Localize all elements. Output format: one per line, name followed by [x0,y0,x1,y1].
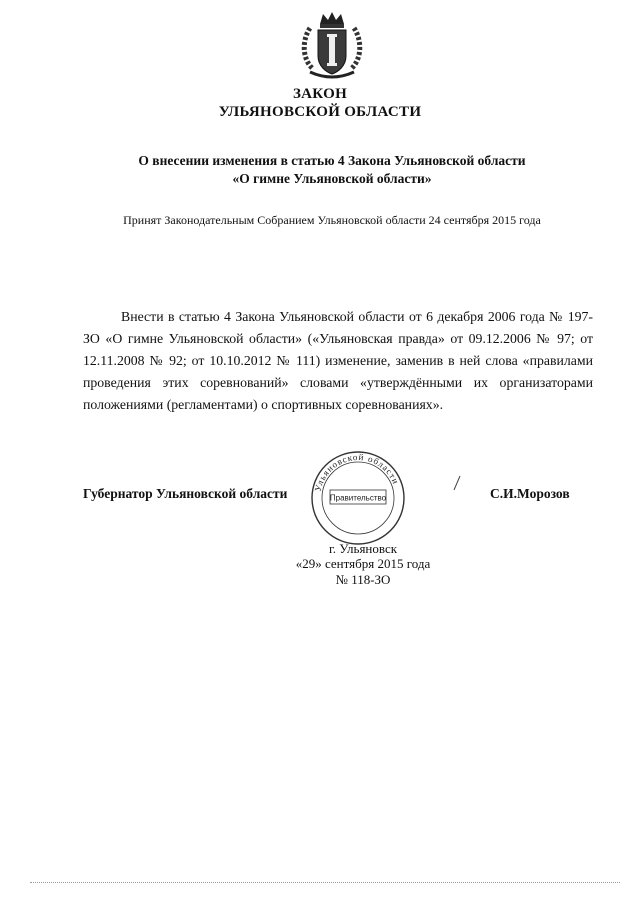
seal-center-text: Правительство [329,493,387,503]
law-subject-line-1: О внесении изменения в статью 4 Закона Ульяновской области [138,153,526,168]
adoption-note: Принят Законодательным Собранием Ульяновской области 24 сентября 2015 года [123,213,541,227]
handwritten-signature [450,468,480,498]
governor-name: С.И.Морозов [490,486,570,501]
signing-date: «29» сентября 2015 года [295,556,431,571]
coat-of-arms-icon [298,10,366,82]
law-body-paragraph: Внести в статью 4 Закона Ульяновской области от 6 декабря 2006 года № 197-ЗО «О гимне Ульяновской области» («Ульяновская правда» от 09.12.2006 № 97; от 12.11.2008 № 92; от 10.10.2012 № 111) изменение, заменив в ней слова «правилами проведения этих соревнований» словами «утверждёнными их организаторами положениями (регламентами) о спортивных соревнованиях». [83,309,593,412]
official-seal-stamp [298,446,418,556]
document-type: ЗАКОН [292,86,348,102]
page-bottom-edge-line [30,882,620,883]
governor-position: Губернатор Ульяновской области [83,486,288,501]
document-issuer: УЛЬЯНОВСКОЙ ОБЛАСТИ [218,104,422,120]
signing-city: г. Ульяновск [328,541,398,556]
law-subject-line-2: «О гимне Ульяновской области» [232,171,432,186]
law-number: № 118-ЗО [335,572,391,587]
seal-outer-text: Ульяновской области [312,451,402,493]
